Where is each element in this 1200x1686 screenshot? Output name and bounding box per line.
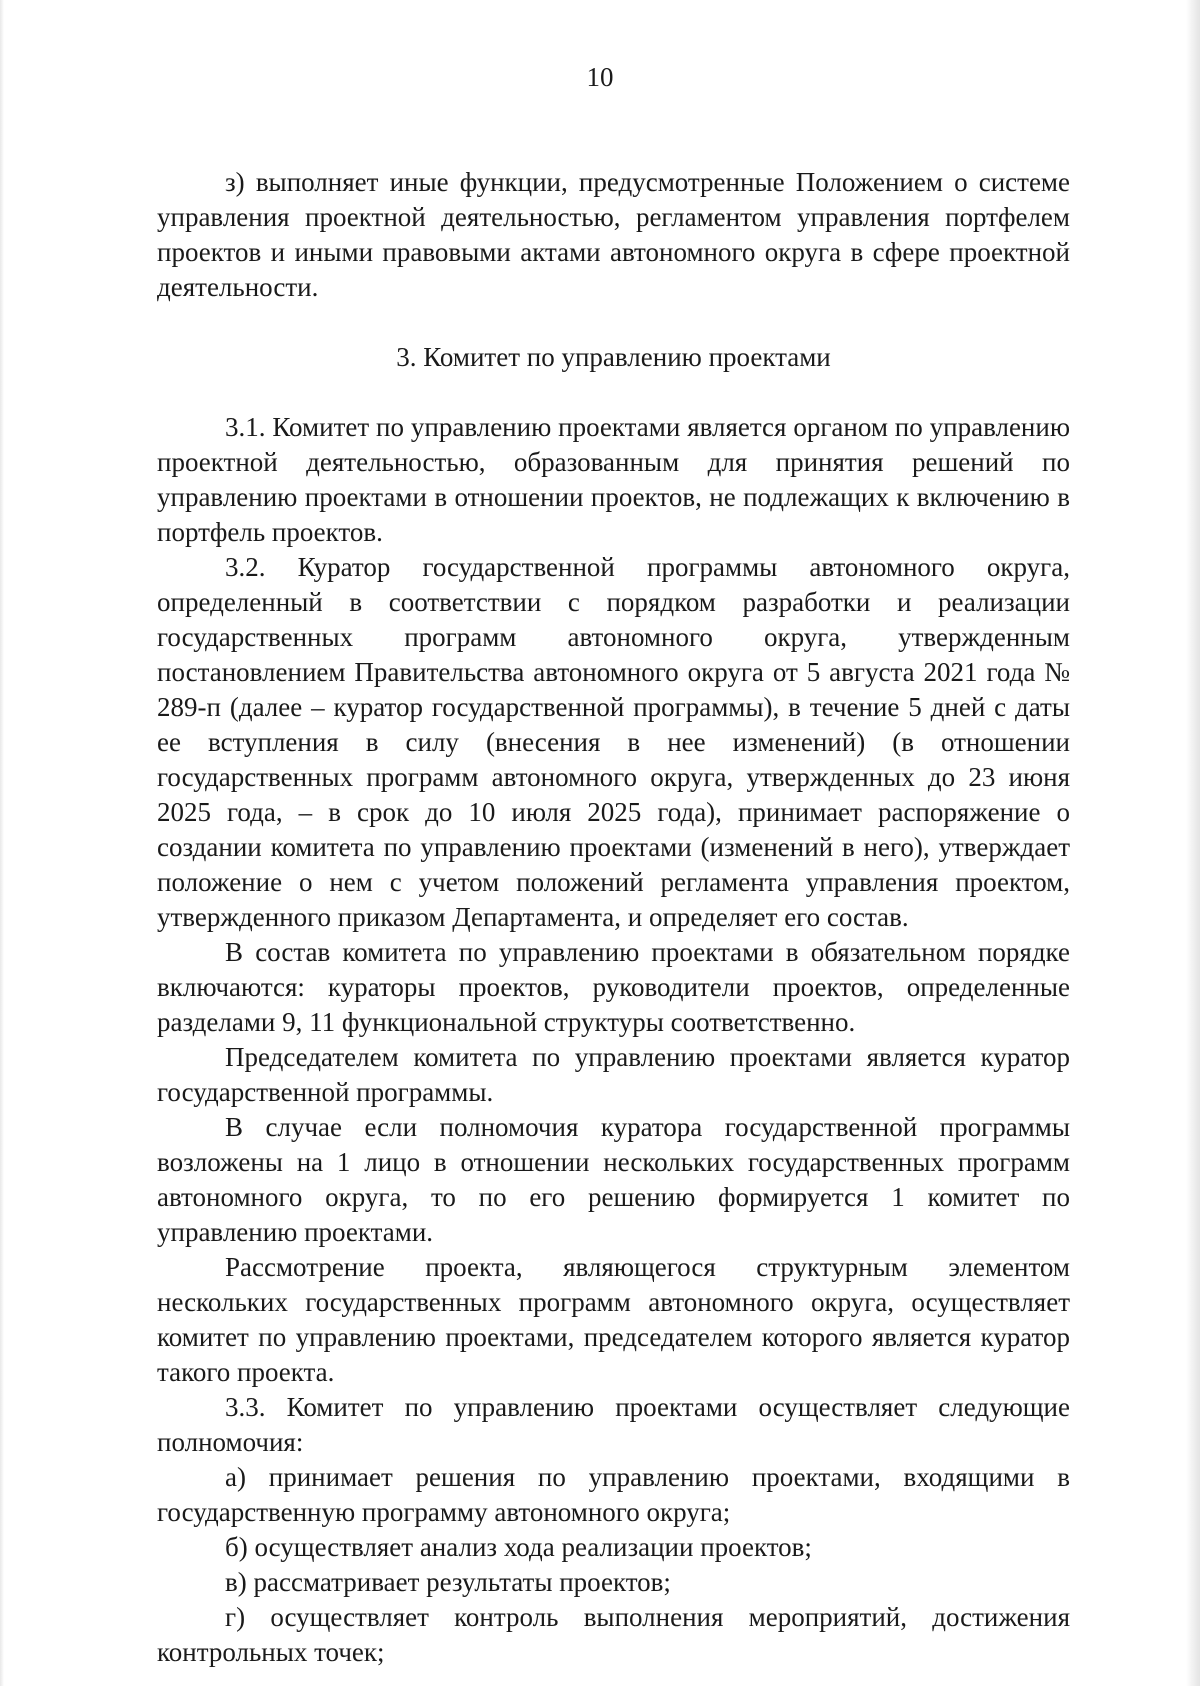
paragraph-3-3: 3.3. Комитет по управлению проектами осуществляет следующие полномочия:: [157, 1392, 1070, 1457]
paragraph-3-2: 3.2. Куратор государственной программы автономного округа, определенный в соответствии с порядком разработки и реализации государственных программ автономного округа, утвержденным постановлением Правительства автономного округа от 5 августа 2021 года № 289-п (далее – куратор государственной программы), в течение 5 дней с даты ее вступления в силу (внесения в нее изменений) (в отношении государственных программ автономного округа, утвержденных до 23 июня 2025 года, – в срок до 10 июля 2025 года), принимает распоряжение о создании комитета по управлению проектами (изменений в него), утверждает положение о нем с учетом положений регламента управления проектом, утвержденного приказом Департамента, и определяет его состав.: [157, 552, 1070, 932]
paragraph-3-1: 3.1. Комитет по управлению проектами является органом по управлению проектной деятельностью, образованным для принятия решений по управлению проектами в отношении проектов, не подлежащих к включению в портфель проектов.: [157, 412, 1070, 547]
paragraph-item-z: з) выполняет иные функции, предусмотренные Положением о системе управления проектной деятельностью, регламентом управления портфелем проектов и иными правовыми актами автономного округа в сфере проектной деятельности.: [157, 167, 1070, 302]
page-number: 10: [586, 62, 614, 92]
document-body: [157, 165, 1070, 1670]
paragraph-multi-program-project: Рассмотрение проекта, являющегося структурным элементом нескольких государственных программ автономного округа, осуществляет комитет по управлению проектами, председателем которого является куратор такого проекта.: [157, 1252, 1070, 1387]
list-item-g: г) осуществляет контроль выполнения мероприятий, достижения контрольных точек;: [157, 1602, 1070, 1667]
list-item-b: б) осуществляет анализ хода реализации проектов;: [225, 1532, 812, 1562]
scan-edge-right: [1186, 0, 1200, 1686]
list-item-v: в) рассматривает результаты проектов;: [225, 1567, 671, 1597]
paragraph-single-committee: В случае если полномочия куратора государственной программы возложены на 1 лицо в отношении нескольких государственных программ автономного округа, то по его решению формируется 1 комитет по управлению проектами.: [157, 1112, 1070, 1247]
paragraph-committee-composition: В состав комитета по управлению проектами в обязательном порядке включаются: кураторы проектов, руководители проектов, определенные разделами 9, 11 функциональной структуры соответственно.: [157, 937, 1070, 1037]
list-item-a: а) принимает решения по управлению проектами, входящими в государственную программу автономного округа;: [157, 1462, 1070, 1527]
scan-edge-left: [0, 0, 4, 1686]
section-heading: 3. Комитет по управлению проектами: [396, 342, 831, 372]
paragraph-committee-chair: Председателем комитета по управлению проектами является куратор государственной программы.: [157, 1042, 1070, 1107]
